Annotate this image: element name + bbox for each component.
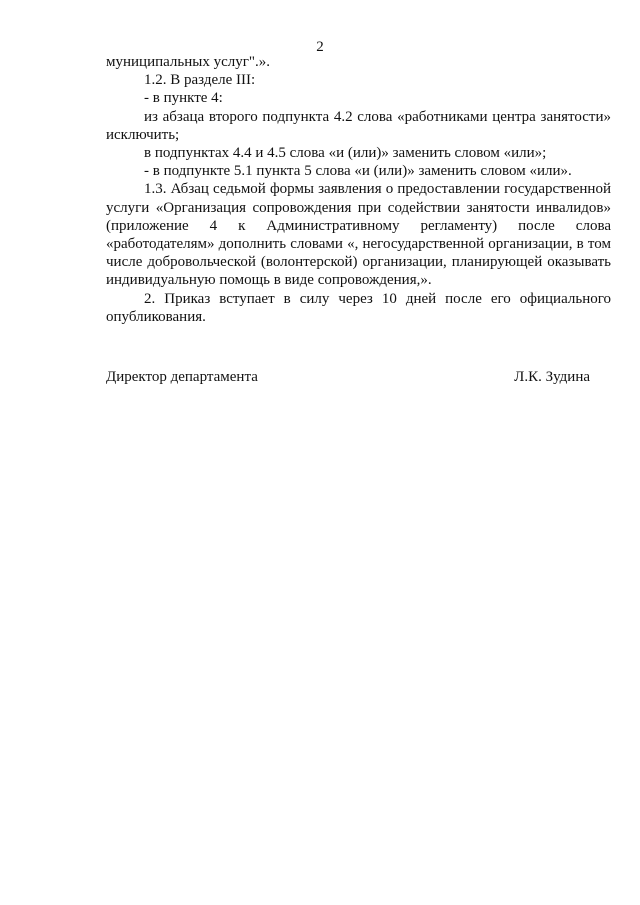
paragraph-point-4: - в пункте 4: <box>144 90 223 107</box>
signature-block <box>106 368 590 386</box>
signatory-name: Л.К. Зудина <box>514 369 590 385</box>
paragraph-section-1-2: 1.2. В разделе III: <box>144 72 256 89</box>
paragraph-continuation: муниципальных услуг".». <box>106 54 271 70</box>
paragraph-subpoint-5-1: - в подпункте 5.1 пункта 5 слова «и (или)» заменить словом «или». <box>144 163 572 180</box>
paragraph-item-2: 2. Приказ вступает в силу через 10 дней после его официального опубликования. <box>106 290 611 325</box>
paragraph-subpoint-4-2: из абзаца второго подпункта 4.2 слова «работниками центра занятости» исключить; <box>106 108 611 143</box>
paragraph-subpoints-4-4-4-5: в подпунктах 4.4 и 4.5 слова «и (или)» заменить словом «или»; <box>144 145 547 162</box>
document-body <box>106 53 611 326</box>
signatory-position: Директор департамента <box>106 369 258 385</box>
paragraph-section-1-3: 1.3. Абзац седьмой формы заявления о предоставлении государственной услуги «Организация сопровождения при содействии занятости инвалидов» (приложение 4 к Административному регламенту) после слова «работодателям» дополнить словами «, негосударственной организации, в том числе добровольческой (волонтерской) организации, планирующей оказывать индивидуальную помощь в виде сопровождения,». <box>106 181 611 289</box>
page-number: 2 <box>316 39 324 55</box>
